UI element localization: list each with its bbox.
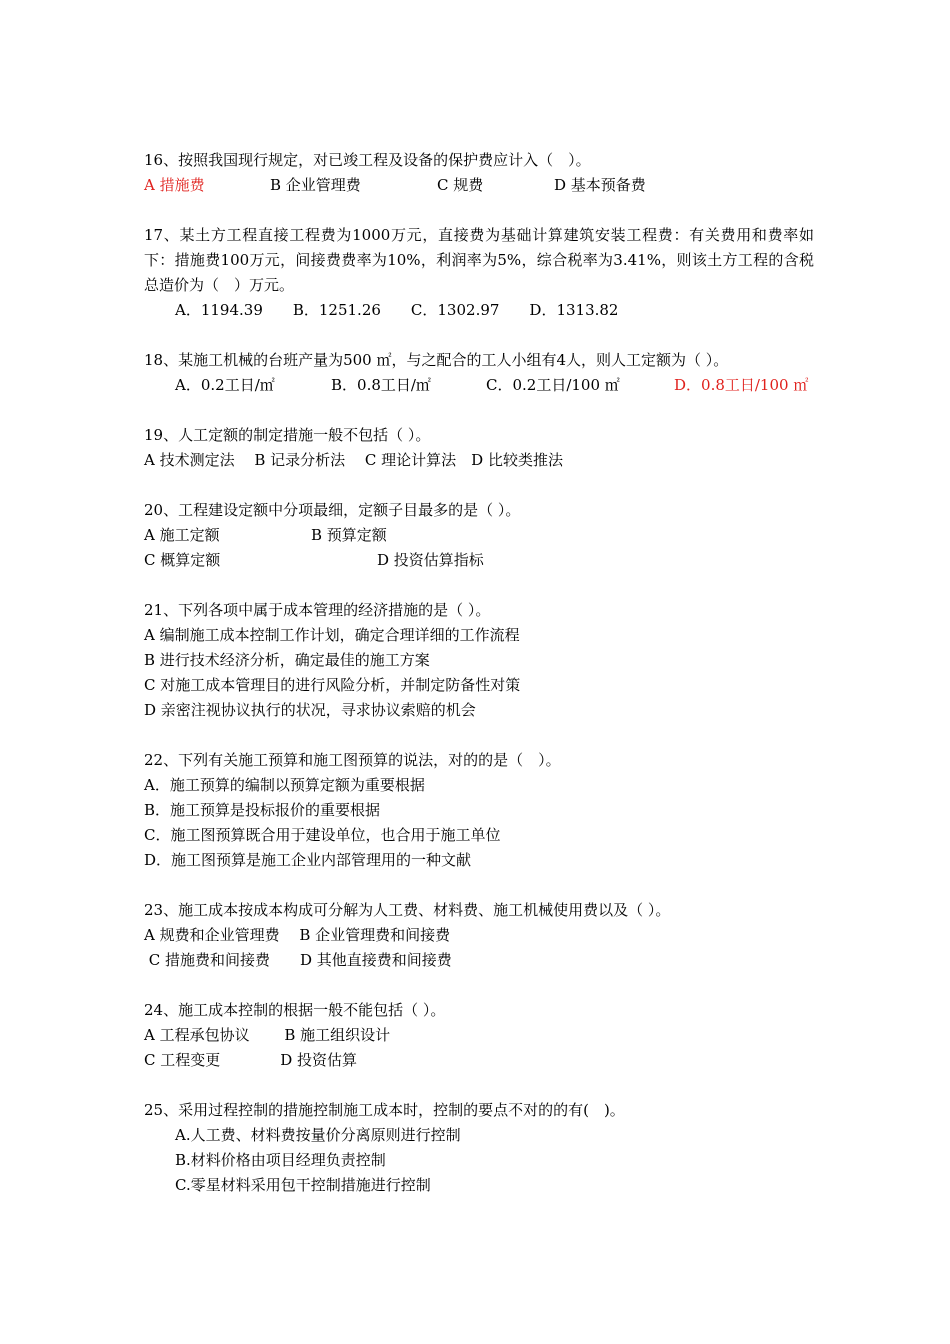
option-d: D 投资估算指标 [377, 551, 484, 569]
document-page [144, 148, 814, 1223]
option-c: C 对施工成本管理目的进行风险分析，并制定防备性对策 [144, 676, 521, 694]
question-23 [144, 898, 814, 973]
option-b: B．施工预算是投标报价的重要根据 [144, 801, 381, 819]
option-a: A.人工费、材料费按量价分离原则进行控制 [175, 1126, 461, 1144]
option-d: D 基本预备费 [554, 176, 646, 194]
option-a: A 编制施工成本控制工作计划，确定合理详细的工作流程 [144, 626, 520, 644]
question-24 [144, 998, 814, 1073]
question-options [144, 373, 814, 398]
option-d: D 亲密注视协议执行的状况，寻求协议索赔的机会 [144, 701, 476, 719]
question-25 [144, 1098, 814, 1198]
option-a: A 措施费 [144, 176, 205, 194]
question-18 [144, 348, 814, 398]
question-stem: 24、施工成本控制的根据一般不能包括（ ）。 [144, 1001, 446, 1019]
question-stem: 21、下列各项中属于成本管理的经济措施的是（ ）。 [144, 601, 491, 619]
option-c: C．施工图预算既合用于建设单位，也合用于施工单位 [144, 826, 501, 844]
question-19 [144, 423, 814, 473]
option-b: B 企业管理费 [270, 176, 361, 194]
question-options-row: A 工程承包协议 B 施工组织设计 [144, 1026, 391, 1044]
option-c: C.零星材料采用包干控制措施进行控制 [175, 1176, 431, 1194]
question-options-row: C 措施费和间接费 D 其他直接费和间接费 [144, 951, 452, 969]
option-b: B.材料价格由项目经理负责控制 [175, 1151, 386, 1169]
question-options: A 技术测定法 B 记录分析法 C 理论计算法 D 比较类推法 [144, 451, 563, 469]
question-stem: 23、施工成本按成本构成可分解为人工费、材料费、施工机械使用费以及（ ）。 [144, 901, 671, 919]
question-options-row [144, 548, 814, 573]
question-stem: 19、人工定额的制定措施一般不包括（ ）。 [144, 426, 431, 444]
option-c: C 概算定额 [144, 551, 221, 569]
option-d: D．施工图预算是施工企业内部管理用的一种文献 [144, 851, 472, 869]
option-a: A 施工定额 [144, 526, 220, 544]
question-options-row: C 工程变更 D 投资估算 [144, 1051, 358, 1069]
option-b: B 进行技术经济分析，确定最佳的施工方案 [144, 651, 430, 669]
option-a: A．0.2工日/㎡ [175, 376, 275, 394]
question-stem: 18、某施工机械的台班产量为500 ㎡，与之配合的工人小组有4人，则人工定额为（ ）。 [144, 351, 729, 369]
question-stem: 22、下列有关施工预算和施工图预算的说法，对的的是（ ）。 [144, 751, 561, 769]
question-options: A．1194.39 B．1251.26 C．1302.97 D．1313.82 [175, 301, 619, 319]
question-options [144, 173, 814, 198]
question-22 [144, 748, 814, 873]
question-stem: 17、某土方工程直接工程费为1000万元，直接费为基础计算建筑安装工程费：有关费用和费率如下：措施费100万元，间接费费率为10%，利润率为5%，综合税率为3.41%，则该土方工程的含税总造价为（ ）万元。 [144, 226, 814, 294]
question-17 [144, 223, 814, 323]
question-stem: 20、工程建设定额中分项最细，定额子目最多的是（ ）。 [144, 501, 521, 519]
question-options-row: A 规费和企业管理费 B 企业管理费和间接费 [144, 926, 451, 944]
question-21 [144, 598, 814, 723]
question-stem: 25、采用过程控制的措施控制施工成本时，控制的要点不对的的有( )。 [144, 1101, 625, 1119]
question-options-row [144, 523, 814, 548]
option-d: D．0.8工日/100 ㎡ [674, 376, 809, 394]
option-c: C 规费 [437, 176, 484, 194]
question-stem: 16、按照我国现行规定，对已竣工程及设备的保护费应计入（ ）。 [144, 151, 591, 169]
option-b: B 预算定额 [311, 526, 387, 544]
option-c: C．0.2工日/100 ㎡ [486, 376, 620, 394]
question-20 [144, 498, 814, 573]
option-b: B．0.8工日/㎡ [331, 376, 431, 394]
option-a: A．施工预算的编制以预算定额为重要根据 [144, 776, 425, 794]
question-16 [144, 148, 814, 198]
